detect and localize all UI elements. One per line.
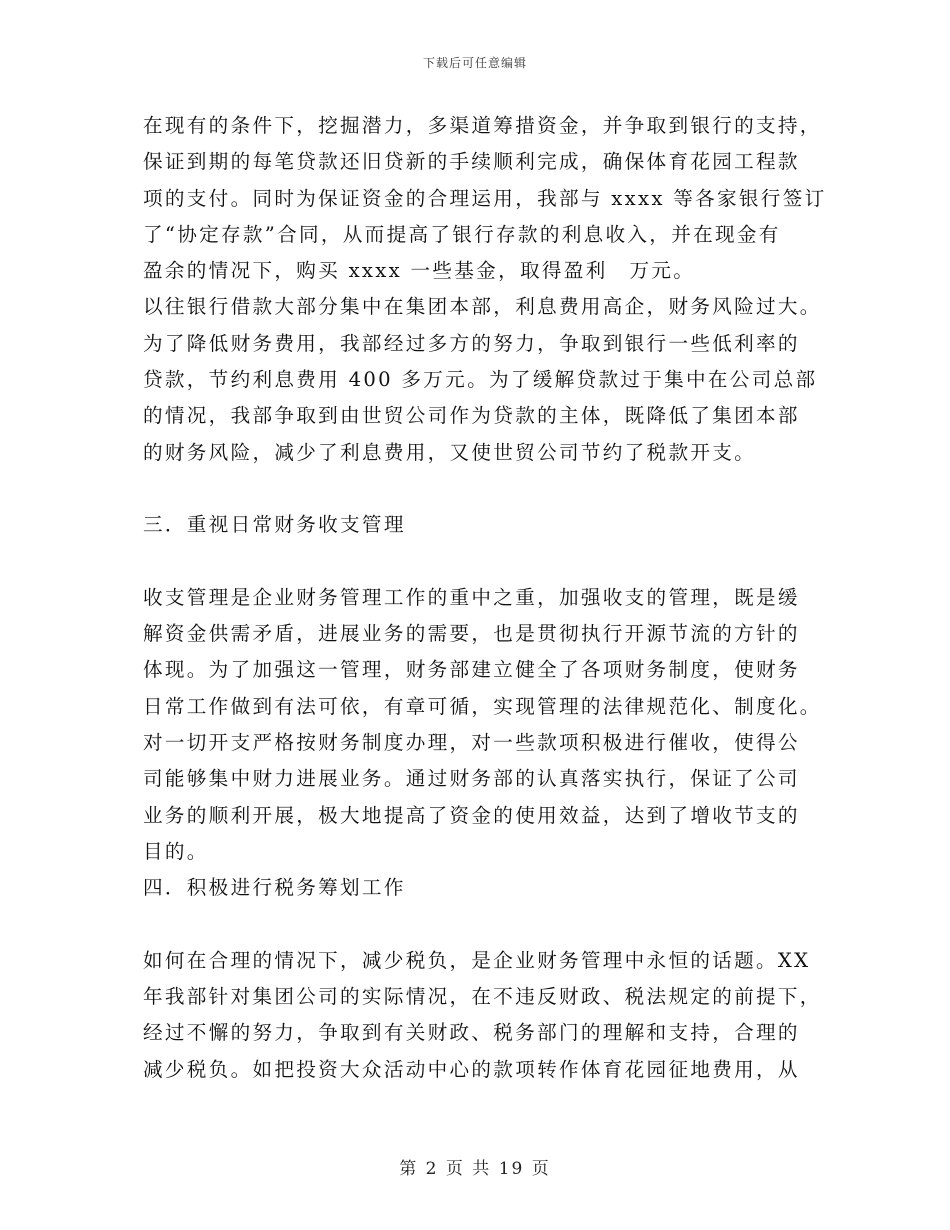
text-line: 业务的顺利开展，极大地提高了资金的使用效益，达到了增收节支的 [143, 803, 800, 827]
text-line: 司能够集中财力进展业务。通过财务部的认真落实执行，保证了公司 [143, 767, 800, 791]
text-line: 贷款，节约利息费用 400 多万元。为了缓解贷款过于集中在公司总部 [143, 368, 818, 392]
footer-suffix: 页 [531, 1159, 551, 1179]
text-line: 减少税负。如把投资大众活动中心的款项转作体育花园征地费用，从 [143, 1057, 800, 1081]
footer-prefix: 第 [399, 1159, 419, 1179]
spacer [143, 471, 813, 507]
text-line: 经过不懈的努力，争取到有关财政、税务部门的理解和支持，合理的 [143, 1021, 800, 1045]
total-pages: 19 [498, 1159, 525, 1179]
footer-middle: 页 共 [445, 1159, 492, 1179]
text-line: 收支管理是企业财务管理工作的重中之重，加强收支的管理，既是缓 [143, 585, 800, 609]
text-line: 如何在合理的情况下，减少税负，是企业财务管理中永恒的话题。XX [143, 948, 811, 972]
text-line: 项的支付。同时为保证资金的合理运用，我部与 xxxx 等各家银行签订 [143, 186, 827, 210]
paragraph [143, 943, 822, 1088]
spacer [143, 907, 813, 943]
text-line: 了“协定存款”合同，从而提高了银行存款的利息收入，并在现金有 [143, 222, 781, 246]
text-line: 保证到期的每笔贷款还旧贷新的手续顺利完成，确保体育花园工程款 [143, 150, 800, 174]
paragraph [143, 289, 822, 470]
text-line: 对一切开支严格按财务制度办理，对一些款项积极进行催收，使得公 [143, 731, 800, 755]
text-line: 在现有的条件下，挖掘潜力，多渠道筹措资金，并争取到银行的支持， [143, 114, 822, 137]
text-line: 的财务风险，减少了利息费用，又使世贸公司节约了税款开支。 [143, 440, 757, 464]
text-line: 盈余的情况下，购买 xxxx 一些基金，取得盈利 万元。 [143, 259, 696, 283]
page-footer [0, 1154, 950, 1179]
section-heading: 四．积极进行税务筹划工作 [143, 876, 406, 900]
text-line: 体现。为了加强这一管理，财务部建立健全了各项财务制度，使财务 [143, 658, 800, 682]
text-line: 日常工作做到有法可依，有章可循，实现管理的法律规范化、制度化。 [143, 694, 822, 718]
spacer [143, 544, 813, 580]
text-line: 解资金供需矛盾，进展业务的需要，也是贯彻执行开源节流的方针的 [143, 622, 800, 646]
document-body [143, 108, 827, 1088]
text-line: 的情况，我部争取到由世贸公司作为贷款的主体，既降低了集团本部 [143, 404, 800, 428]
page-header: 下载后可任意编辑 [422, 56, 527, 70]
section-heading: 三．重视日常财务收支管理 [143, 513, 406, 537]
text-line: 为了降低财务费用，我部经过多方的努力，争取到银行一些低利率的 [143, 331, 800, 355]
text-line: 年我部针对集团公司的实际情况，在不违反财政、税法规定的前提下， [143, 985, 822, 1009]
paragraph [143, 580, 822, 870]
paragraph [143, 108, 827, 289]
text-line: 以往银行借款大部分集中在集团本部，利息费用高企，财务风险过大。 [143, 295, 822, 319]
text-line: 目的。 [143, 839, 209, 863]
page-number: 2 [425, 1159, 439, 1179]
